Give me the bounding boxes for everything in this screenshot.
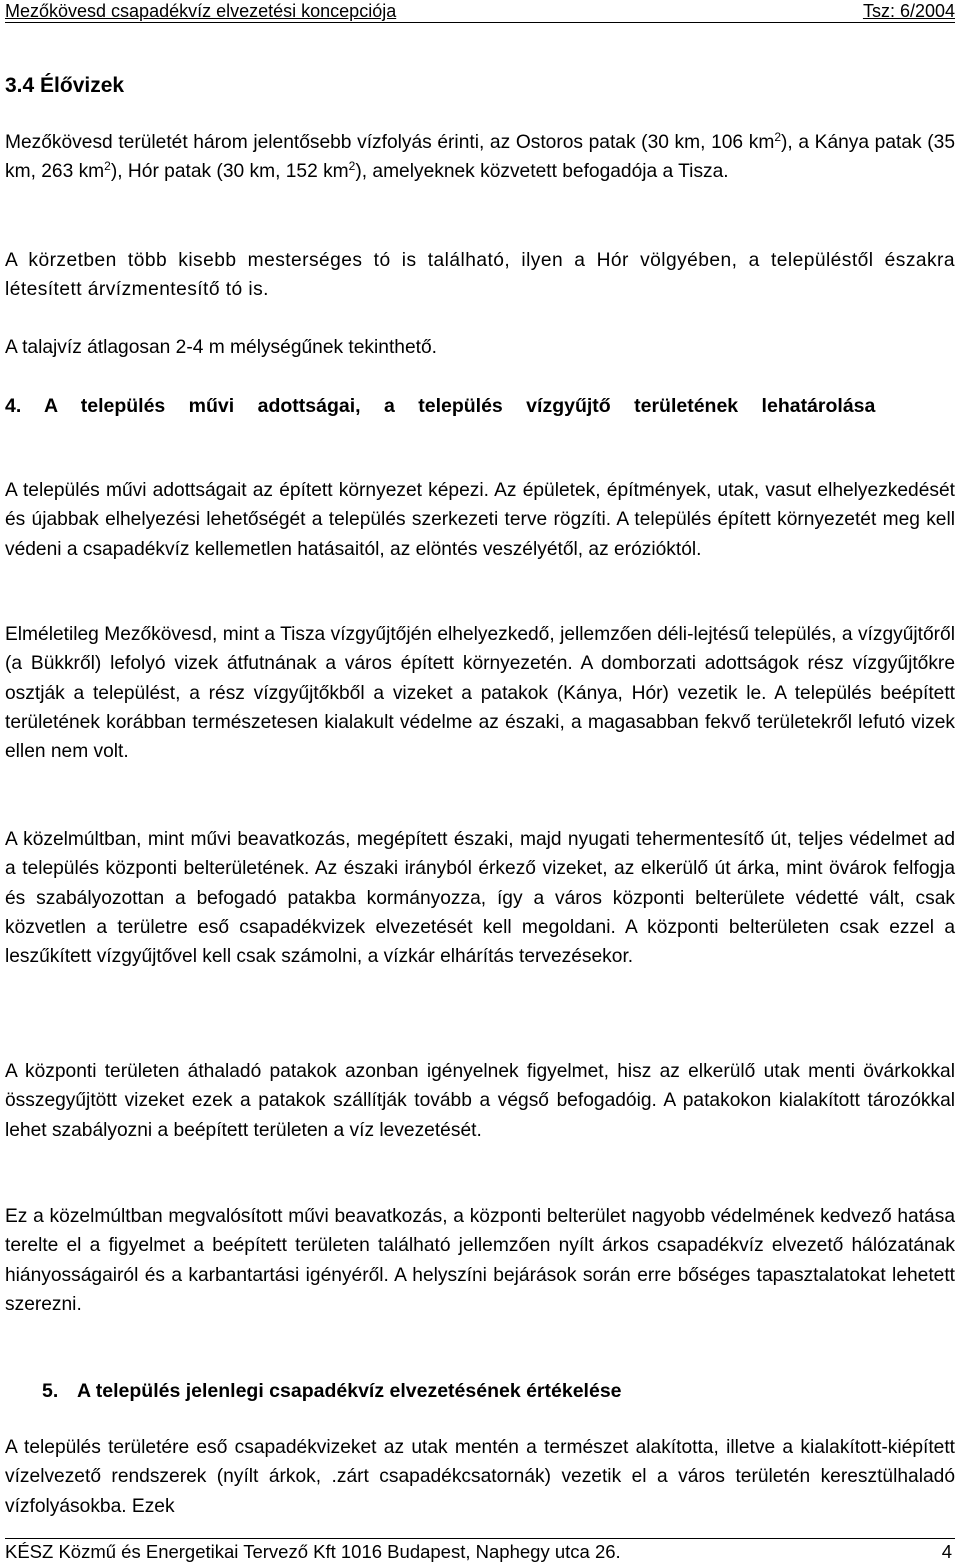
paragraph-watercourses bbox=[5, 128, 955, 187]
section-number: 5. bbox=[42, 1380, 59, 1402]
text-fragment: ), a Kánya patak (35 km, 263 km bbox=[5, 132, 955, 183]
paragraph-groundwater: A talajvíz átlagosan 2-4 m mélységűnek tekinthető. bbox=[5, 337, 437, 358]
document-title: Mezőkövesd csapadékvíz elvezetési koncepciója bbox=[5, 1, 397, 21]
paragraph-current-drainage: A település területére eső csapadékvizeket az utak mentén a természet alakította, illetve a kialakított-kiépített vízelvezető rendszerek (nyílt árkok, .zárt csapadékcsatornák) vezetik el a város területén keresztülhaladó vízfolyásokba. Ezek bbox=[5, 1437, 955, 1517]
paragraph-artificial-features: A település művi adottságait az épített környezet képezi. Az épületek, építmények, utak, vasut elhelyezkedését és újabbak elhelyezési lehetőségét a település szerkezeti terve rögzíti. A település épített környezetét meg kell védeni a csapadékvíz kellemetlen hatásaitól, az elöntés veszélyétől, az erózióktól. bbox=[5, 480, 955, 560]
section-heading-3-4: 3.4 Élővizek bbox=[5, 74, 125, 97]
paragraph-streams: A központi területen áthaladó patakok azonban igényelnek figyelmet, hisz az elkerülő utak menti övárkokkal összegyűjtött vizeket ezek a patakok szállítják tovább a végső befogadóig. A patakokon kialakított tározókkal lehet szabályozni a beépített területen a víz levezetését. bbox=[5, 1061, 955, 1141]
superscript: 2 bbox=[774, 130, 781, 144]
page-footer bbox=[5, 1538, 955, 1566]
page-header bbox=[5, 0, 955, 23]
paragraph-bypass-road: A közelmúltban, mint művi beavatkozás, megépített északi, majd nyugati tehermentesítő út, teljes védelmet ad a település központi belterületének. Az északi irányból érkező vizeket, az elkerülő út árka, mint övárok felfogja és szabályozottan a befogadó patakba kormányozza, így a város központi belterülete védetté vált, csak közvetlen a területre eső csapadékvizek elvezetését kell megoldani. A központi belterületen csak ezzel a leszűkített vízgyűjtővel kell csak számolni, a vízkár elhárítás tervezésekor. bbox=[5, 829, 955, 968]
paragraph-network-deficiencies: Ez a közelmúltban megvalósított művi beavatkozás, a központi belterület nagyobb védelmének kedvező hatása terelte el a figyelmet a beépített területen található jellemzően nyílt árkos csapadékvíz elvezető hálózatának hiányosságairól és a karbantartási igényéről. A helyszíni bejárások során erre bőséges tapasztalatokat lehetett szerezni. bbox=[5, 1206, 955, 1315]
text-fragment: ), Hór patak (30 km, 152 km bbox=[110, 161, 349, 183]
section-heading-4: 4. A település művi adottságai, a település vízgyűjtő területének lehatárolása bbox=[5, 395, 876, 417]
section-title: A település jelenlegi csapadékvíz elvezetésének értékelése bbox=[77, 1380, 622, 1402]
superscript: 2 bbox=[348, 159, 356, 174]
section-heading-5 bbox=[5, 1378, 955, 1404]
paragraph-theoretical-catchment: Elméletileg Mezőkövesd, mint a Tisza vízgyűjtőjén elhelyezkedő, jellemzően déli-lejtésű település, a vízgyűjtőről (a Bükkről) lefolyó vizek átfutnának a város épített környezetén. A domborzati adottságok rész vízgyűjtőkre osztják a települést, a rész vízgyűjtőkből a vizeket a patakok (Kánya, Hór) vezetik le. A település beépített területének korábban természetesen kialakult védelme az északi, a magasabban fekvő területekről lefutó vizek ellen nem volt. bbox=[5, 624, 955, 763]
text-fragment: Mezőkövesd területét három jelentősebb vízfolyás érinti, az Ostoros patak (30 km, 106 km bbox=[5, 132, 775, 153]
text-fragment: ), amelyeknek közvetett befogadója a Tisza. bbox=[355, 161, 729, 183]
paragraph-lakes: A körzetben több kisebb mesterséges tó is található, ilyen a Hór völgyében, a településtől északra létesített árvízmentesítő tó is. bbox=[5, 250, 955, 301]
company-address: KÉSZ Közmű és Energetikai Tervező Kft 1016 Budapest, Naphegy utca 26. bbox=[5, 1541, 621, 1562]
superscript: 2 bbox=[104, 159, 111, 174]
page-number: 4 bbox=[941, 1541, 952, 1562]
document-number: Tsz: 6/2004 bbox=[862, 1, 955, 21]
